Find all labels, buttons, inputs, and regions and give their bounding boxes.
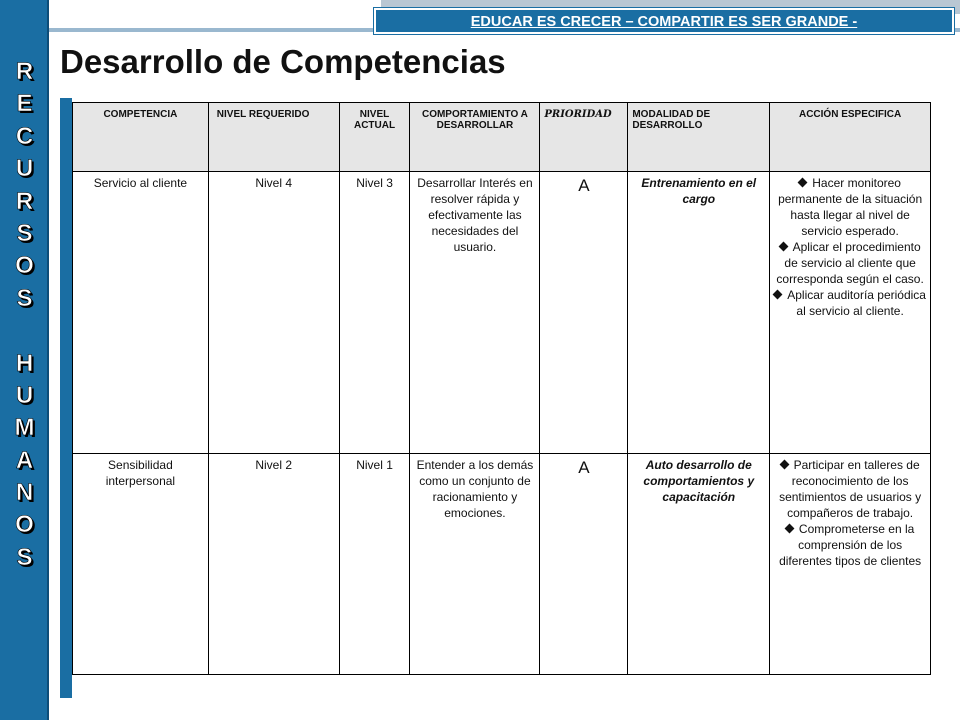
cell-nivel-actual: Nivel 1 — [339, 454, 410, 675]
diamond-bullet-icon — [779, 460, 789, 470]
sidebar-letter: S — [16, 543, 33, 571]
cell-nivel-actual: Nivel 3 — [339, 172, 410, 454]
cell-modalidad: Entrenamiento en el cargo — [628, 172, 770, 454]
table-header-row — [73, 103, 931, 172]
table-row — [73, 454, 931, 675]
sidebar — [0, 0, 49, 720]
cell-nivel-requerido: Nivel 2 — [208, 454, 339, 675]
sidebar-letter: R — [15, 58, 34, 85]
action-text: Participar en talleres de reconocimiento de los sentimientos de usuarios y compañeros de trabajo. — [779, 458, 922, 520]
header-banner: EDUCAR ES CRECER – COMPARTIR ES SER GRANDE - — [374, 8, 954, 34]
sidebar-letter: O — [15, 252, 34, 280]
cell-competencia: Sensibilidad interpersonal — [73, 454, 209, 675]
cell-competencia: Servicio al cliente — [73, 172, 209, 454]
col-header-accion: ACCIÓN ESPECIFICA — [770, 103, 931, 172]
col-header-nivel-requerido: NIVEL REQUERIDO — [208, 103, 339, 172]
diamond-bullet-icon — [784, 524, 794, 534]
cell-acciones — [770, 172, 931, 454]
sidebar-letter: S — [16, 219, 33, 247]
cell-prioridad: A — [540, 172, 628, 454]
col-header-nivel-actual: NIVEL ACTUAL — [339, 103, 410, 172]
cell-prioridad: A — [540, 454, 628, 675]
cell-modalidad: Auto desarrollo de comportamientos y capacitación — [628, 454, 770, 675]
col-header-modalidad: MODALIDAD DE DESARROLLO — [628, 103, 770, 172]
diamond-bullet-icon — [798, 178, 808, 188]
action-item — [774, 175, 926, 239]
action-text: Aplicar auditoría periódica al servicio al cliente. — [787, 288, 926, 318]
sidebar-letter: U — [15, 381, 34, 409]
table-row — [73, 172, 931, 454]
sidebar-letter: O — [15, 511, 34, 539]
cell-acciones — [770, 454, 931, 675]
action-text: Comprometerse en la comprensión de los diferentes tipos de clientes — [779, 522, 922, 568]
page-title: Desarrollo de Competencias — [60, 43, 506, 80]
cell-comportamiento: Desarrollar Interés en resolver rápida y efectivamente las necesidades del usuario. — [410, 172, 540, 454]
sidebar-letter: E — [16, 90, 33, 118]
sidebar-letter: N — [15, 479, 34, 507]
sidebar-letter-spacer — [0, 315, 49, 347]
sidebar-letter: S — [16, 284, 33, 312]
sidebar-vertical-title — [0, 56, 49, 574]
cell-comportamiento: Entender a los demás como un conjunto de racionamiento y emociones. — [410, 454, 540, 675]
diamond-bullet-icon — [773, 290, 783, 300]
cell-nivel-requerido: Nivel 4 — [208, 172, 339, 454]
col-header-comportamiento: COMPORTAMIENTO A DESARROLLAR — [410, 103, 540, 172]
sidebar-letter: R — [15, 187, 34, 215]
sidebar-letter: C — [15, 122, 34, 150]
sidebar-letter: A — [15, 446, 34, 474]
action-text: Hacer monitoreo permanente de la situación hasta llegar al nivel de servicio esperado. — [778, 176, 923, 238]
content-accent-bar — [60, 98, 72, 698]
action-item — [774, 287, 926, 319]
action-item — [774, 521, 926, 569]
action-text: Aplicar el procedimiento de servicio al cliente que corresponda según el caso. — [776, 240, 924, 286]
action-item — [774, 239, 926, 287]
diamond-bullet-icon — [778, 242, 788, 252]
col-header-competencia: COMPETENCIA — [73, 103, 209, 172]
sidebar-letter: U — [15, 155, 34, 183]
action-item — [774, 457, 926, 521]
col-header-prioridad: PRIORIDAD — [540, 103, 628, 172]
competencies-table — [72, 102, 931, 675]
sidebar-letter: H — [15, 349, 34, 377]
sidebar-letter: M — [14, 414, 35, 442]
